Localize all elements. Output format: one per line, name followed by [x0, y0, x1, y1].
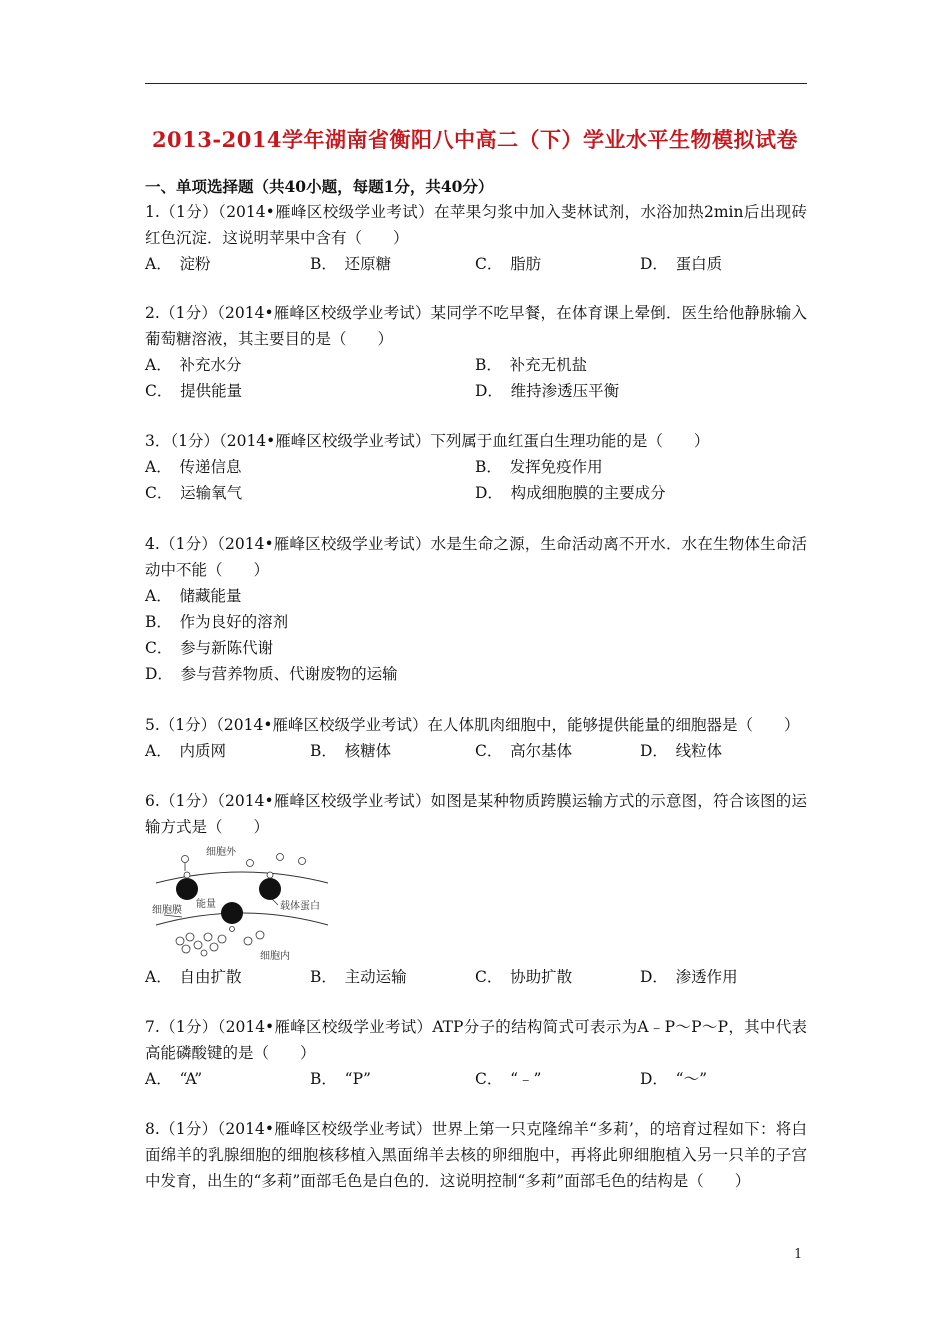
question-4 [145, 531, 807, 687]
molecule [244, 937, 252, 945]
option-c: C． 脂肪 [475, 255, 542, 273]
option-d: D． 维持渗透压平衡 [475, 382, 620, 400]
molecule [194, 941, 202, 949]
carrier-protein [176, 878, 198, 900]
molecule [182, 856, 189, 863]
option-row [145, 738, 807, 764]
header-rule [145, 83, 807, 84]
option-b: B． 核糖体 [310, 742, 392, 760]
option-a: A． 补充水分 [145, 356, 242, 374]
option-row [145, 454, 807, 480]
page-number: 1 [794, 1247, 803, 1262]
option-d: D． 构成细胞膜的主要成分 [475, 484, 666, 502]
option-a: A． 淀粉 [145, 255, 211, 273]
figure-label-carrier: 载体蛋白 [280, 901, 320, 912]
figure-label-inside: 细胞内 [260, 951, 290, 962]
option-a: A． 内质网 [145, 742, 226, 760]
molecule [230, 927, 235, 932]
option-b: B． 作为良好的溶剂 [145, 613, 289, 631]
option-d: D． 蛋白质 [640, 255, 723, 273]
option-row [145, 251, 807, 277]
molecule [210, 943, 218, 951]
molecule [267, 872, 273, 878]
molecule [186, 933, 194, 941]
option-row [145, 480, 807, 506]
option-c: C． “﹣” [475, 1070, 542, 1088]
molecule [218, 935, 226, 943]
option-d: D． 渗透作用 [640, 968, 738, 986]
option-c: C． 高尔基体 [475, 742, 573, 760]
option-a: A． “A” [145, 1070, 203, 1088]
molecule [201, 950, 207, 956]
molecule [176, 937, 184, 945]
question-2 [145, 300, 807, 404]
molecule [184, 872, 190, 878]
option-b: B． 还原糖 [310, 255, 392, 273]
membrane-transport-figure [152, 841, 330, 963]
option-b: B． 补充无机盐 [475, 356, 588, 374]
carrier-protein [259, 878, 281, 900]
option-c: C． 参与新陈代谢 [145, 639, 274, 657]
molecule [277, 854, 284, 861]
option-d: D． “～” [640, 1070, 708, 1088]
question-6-options [145, 964, 807, 990]
question-stem: 6.（1分）（2014•雁峰区校级学业考试）如图是某种物质跨膜运输方式的示意图，符合该图的运输方式是（ ） [145, 792, 807, 836]
page-title: 2013-2014学年湖南省衡阳八中高二（下）学业水平生物模拟试卷 [151, 127, 799, 152]
question-1 [145, 199, 807, 277]
molecule [256, 931, 264, 939]
option-a: A． 传递信息 [145, 458, 242, 476]
option-c: C． 协助扩散 [475, 968, 573, 986]
option-d: D． 线粒体 [640, 742, 723, 760]
question-5 [145, 712, 807, 764]
option-a: A． 自由扩散 [145, 968, 242, 986]
section-heading: 一、单项选择题（共40小题，每题1分，共40分） [145, 177, 494, 196]
option-row [145, 352, 807, 378]
question-stem: 3．（1分）（2014•雁峰区校级学业考试）下列属于血红蛋白生理功能的是（ ） [145, 432, 710, 450]
option-d: D． 参与营养物质、代谢废物的运输 [145, 665, 398, 683]
option-a: A． 储藏能量 [145, 587, 242, 605]
figure-label-energy: 能量 [196, 899, 216, 910]
option-b: B． “P” [310, 1070, 371, 1088]
option-row [145, 964, 807, 990]
option-c: C． 运输氧气 [145, 484, 243, 502]
question-stem: 2.（1分）（2014•雁峰区校级学业考试）某同学不吃早餐，在体育课上晕倒．医生给他静脉输入葡萄糖溶液，其主要目的是（ ） [145, 304, 807, 348]
question-6 [145, 788, 807, 840]
question-stem: 8.（1分）（2014•雁峰区校级学业考试）世界上第一只克隆绵羊“多莉’，的培育过程如下：将白面绵羊的乳腺细胞的细胞核移植入黑面绵羊去核的卵细胞中，再将此卵细胞植入另一只羊的子宫中发育，出生的“多莉”面部毛色是白色的．这说明控制“多莉”面部毛色的结构是（ ） [145, 1120, 807, 1190]
option-row [145, 378, 807, 404]
figure-label-outside: 细胞外 [206, 847, 236, 858]
option-b: B． 主动运输 [310, 968, 407, 986]
option-row [145, 1066, 807, 1092]
question-7 [145, 1014, 807, 1092]
question-8 [145, 1116, 807, 1194]
figure-label-membrane: 细胞膜 [152, 905, 182, 916]
molecule [247, 860, 254, 867]
option-c: C． 提供能量 [145, 382, 243, 400]
molecule [204, 933, 212, 941]
question-stem: 4.（1分）（2014•雁峰区校级学业考试）水是生命之源，生命活动离不开水．水在生物体生命活动中不能（ ） [145, 535, 807, 579]
molecule [182, 945, 190, 953]
carrier-protein [221, 902, 243, 924]
option-b: B． 发挥免疫作用 [475, 458, 603, 476]
question-stem: 7.（1分）（2014•雁峰区校级学业考试）ATP分子的结构简式可表示为A﹣P～P～P，其中代表高能磷酸键的是（ ） [145, 1018, 807, 1062]
question-3 [145, 428, 807, 506]
molecule [299, 858, 306, 865]
question-stem: 1.（1分）（2014•雁峰区校级学业考试）在苹果匀浆中加入斐林试剂，水浴加热2min后出现砖红色沉淀．这说明苹果中含有（ ） [145, 203, 807, 247]
question-stem: 5.（1分）（2014•雁峰区校级学业考试）在人体肌肉细胞中，能够提供能量的细胞器是（ ） [145, 716, 800, 734]
